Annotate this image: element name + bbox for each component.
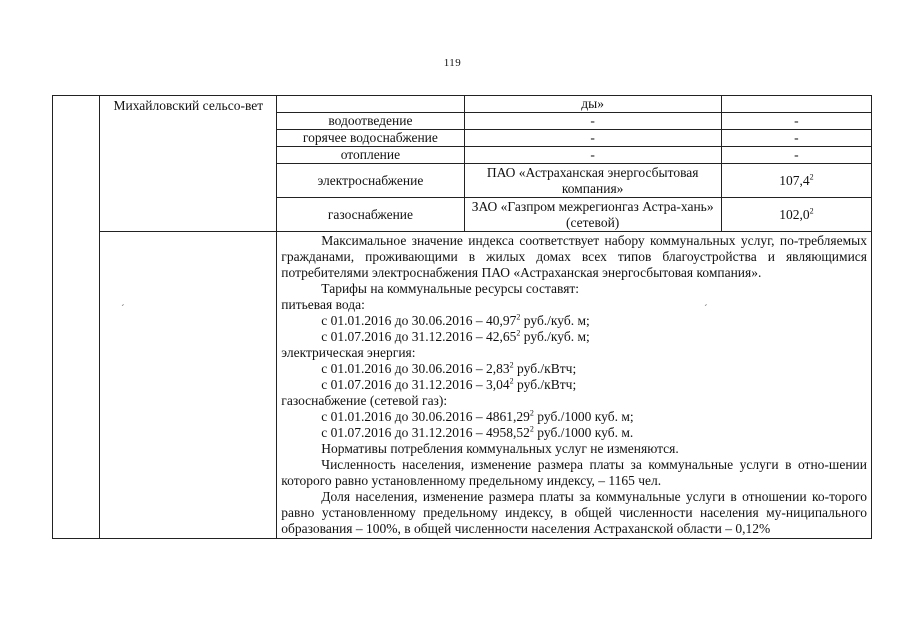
paragraph-population: Численность населения, изменение размера платы за коммунальные услуги в отно-шении которого равно установленному предельному индексу, – 1165 чел.	[281, 457, 867, 488]
tariff-line: с 01.07.2016 до 31.12.2016 – 3,04$^2$ руб./кВтч;	[321, 376, 577, 392]
tariff-line: с 01.01.2016 до 30.06.2016 – 2,83$^2$ руб./кВтч;	[321, 360, 577, 376]
empty-number-cell	[53, 96, 100, 539]
scan-mark: ˊ	[121, 303, 125, 315]
value-cell: -	[721, 113, 871, 130]
paragraph-share: Доля населения, изменение размера платы за коммунальные услуги в отношении ко-торого равно установленному предельному индексу, в общей численности населения му-ниципального образования – 100%, в общей численности населения Астраханской области – 0,12%	[281, 489, 867, 536]
value-cell: -	[721, 147, 871, 164]
tariff-table	[52, 95, 872, 539]
provider-cell: ЗАО «Газпром межрегионгаз Астра-хань» (сетевой)	[464, 198, 721, 232]
tariff-line: с 01.01.2016 до 30.06.2016 – 40,97$^2$ руб./куб. м;	[321, 312, 590, 328]
tariff-line: с 01.07.2016 до 31.12.2016 – 42,65$^2$ руб./куб. м;	[321, 328, 590, 344]
tariff-line: с 01.07.2016 до 31.12.2016 – 4958,52$^2$ руб./1000 куб. м.	[321, 424, 634, 440]
empty-settlement-cell	[100, 232, 277, 539]
value-cell: 107,4$^2$	[721, 164, 871, 198]
value-cell: -	[721, 130, 871, 147]
gas-label: газоснабжение (сетевой газ):	[281, 393, 448, 408]
electricity-label: электрическая энергия:	[281, 345, 416, 360]
value-cell: 102,0$^2$	[721, 198, 871, 232]
description-cell	[277, 232, 872, 539]
provider-cell: ПАО «Астраханская энергосбытовая компания»	[464, 164, 721, 198]
settlement-name: Михайловский сельсо-вет	[100, 96, 277, 232]
tariff-line: с 01.01.2016 до 30.06.2016 – 4861,29$^2$ руб./1000 куб. м;	[321, 408, 634, 424]
service-cell: водоотведение	[277, 113, 464, 130]
water-label: питьевая вода:	[281, 297, 365, 312]
provider-cell: -	[464, 147, 721, 164]
value-cell	[721, 96, 871, 113]
service-cell: электроснабжение	[277, 164, 464, 198]
service-cell: горячее водоснабжение	[277, 130, 464, 147]
provider-cell: ды»	[464, 96, 721, 113]
provider-cell: -	[464, 130, 721, 147]
paragraph-max-index: Максимальное значение индекса соответствует набору коммунальных услуг, по-требляемых гражданами, проживающими в жилых домах всех типов благоустройства и являющимися потребителями электроснабжения ПАО «Астраханская энергосбытовая компания».	[281, 233, 867, 280]
provider-cell: -	[464, 113, 721, 130]
paragraph-norms: Нормативы потребления коммунальных услуг не изменяются.	[321, 441, 679, 456]
service-cell: отопление	[277, 147, 464, 164]
table-row	[53, 96, 872, 113]
table-row	[53, 232, 872, 539]
service-cell	[277, 96, 464, 113]
scan-mark: ˊ	[704, 303, 708, 315]
service-cell: газоснабжение	[277, 198, 464, 232]
page-number: 119	[443, 57, 462, 69]
paragraph-tariffs-intro: Тарифы на коммунальные ресурсы составят:	[321, 281, 580, 296]
